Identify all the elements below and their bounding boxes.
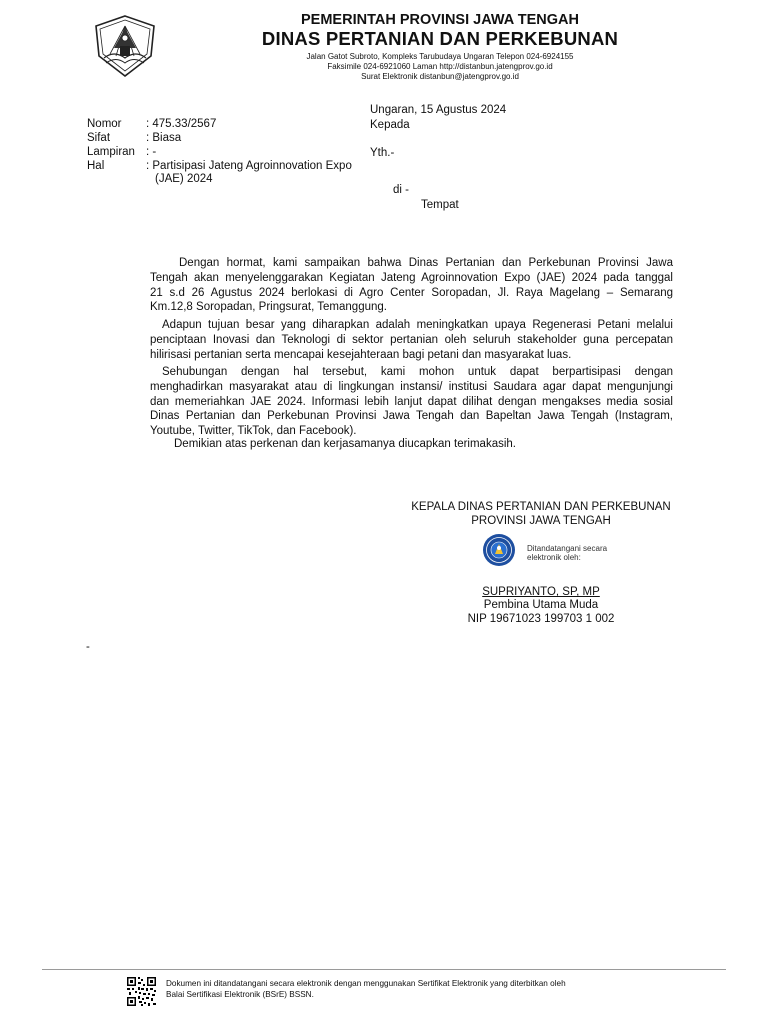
trailing-dash: - [86, 641, 90, 653]
paragraph-line: penciptaan Inovasi dan Teknologi di sektor pertanian oleh seluruh stakeholder guna percepatan [150, 333, 673, 346]
paragraph-line: Adapun tujuan besar yang diharapkan adalah meningkatkan upaya Regenerasi Petani melalui [162, 319, 673, 331]
hal-label: Hal [87, 160, 105, 172]
signatory-nip: NIP 19671023 199703 1 002 [467, 613, 615, 625]
paragraph-line: Youtube, Twitter, TikTok, dan Facebook). [150, 425, 357, 438]
paragraph-line: Tengah akan menyelenggarakan Kegiatan Jateng Agroinnovation Expo (JAE) 2024 pada tanggal [150, 271, 673, 284]
signatory-name: SUPRIYANTO, SP, MP [482, 586, 600, 598]
paragraph-line: Km.12,8 Soropadan, Pringsurat, Temanggung. [150, 301, 387, 314]
esign-text [527, 544, 622, 562]
paragraph-line: Dengan hormat, kami sampaikan bahwa Dinas Pertanian dan Perkebunan Provinsi Jawa [179, 257, 673, 269]
paragraph-line: Dinas Pertanian dan Perkebunan Provinsi Jawa Tengah dan Bapeltan Jawa Tengah (Instagram, [150, 410, 673, 423]
footer-text-line1: Dokumen ini ditandatangani secara elektronik dengan menggunakan Sertifikat Elektronik yang diterbitkan oleh [166, 979, 566, 988]
province-emblem-icon [92, 14, 158, 78]
esign-text-line2: elektronik oleh: [527, 553, 581, 562]
paragraph-line: dan memeriahkan JAE 2024. Informasi lebih lanjut dapat dilihat dengan mengakses media sosial [150, 395, 673, 408]
paragraph-line: hilirisasi pertanian serta mencapai kesejahteraan bagi petani dan masyarakat luas. [150, 348, 572, 361]
signatory-rank: Pembina Utama Muda [483, 599, 599, 611]
esign-text-line1: Ditandatangani secara [527, 544, 608, 553]
sifat-label: Sifat [87, 132, 111, 144]
org-line-2: DINAS PERTANIAN DAN PERKEBUNAN [261, 28, 619, 49]
paragraph-2 [150, 318, 673, 362]
hal-value-line1: : Partisipasi Jateng Agroinnovation Expo [146, 160, 352, 172]
recipient-di: di - [393, 184, 409, 196]
address-line-1: Jalan Gatot Subroto, Kompleks Tarubudaya Ungaran Telepon 024-6924155 [306, 52, 574, 61]
place-date: Ungaran, 15 Agustus 2024 [370, 104, 507, 116]
qr-code-icon [126, 976, 157, 1007]
nomor-label: Nomor [87, 118, 122, 130]
recipient-kepada: Kepada [370, 119, 410, 131]
org-line-1: PEMERINTAH PROVINSI JAWA TENGAH [301, 12, 579, 28]
esign-seal-icon [476, 533, 522, 567]
recipient-tempat: Tempat [421, 199, 459, 211]
footer-divider [42, 969, 726, 970]
address-line-3: Surat Elektronik distanbun@jatengprov.go.id [361, 72, 519, 81]
paragraph-line: Sehubungan dengan hal tersebut, kami mohon untuk dapat berpartisipasi dengan [162, 366, 673, 378]
paragraph-line: menghadirkan masyarakat atau di lingkungan instansi/ institusi Saudara agar dapat mengunjungi [150, 380, 673, 393]
closing-sentence: Demikian atas perkenan dan kerjasamanya diucapkan terimakasih. [174, 438, 516, 450]
paragraph-line: 21 s.d 26 Agustus 2024 berlokasi di Agro Center Soropadan, Jl. Raya Magelang – Semarang [150, 286, 673, 299]
sifat-value: : Biasa [146, 132, 182, 144]
footer-text-line2: Balai Sertifikasi Elektronik (BSrE) BSSN. [166, 990, 314, 999]
lampiran-value: : - [146, 146, 157, 158]
nomor-value: : 475.33/2567 [146, 118, 217, 130]
signatory-title-line2: PROVINSI JAWA TENGAH [471, 515, 611, 527]
paragraph-1 [150, 256, 673, 315]
address-line-2: Faksimile 024-6921060 Laman http://distanbun.jatengprov.go.id [327, 62, 553, 71]
paragraph-3 [150, 365, 673, 439]
recipient-yth: Yth.- [370, 147, 395, 159]
hal-value-line2: (JAE) 2024 [155, 173, 213, 185]
lampiran-label: Lampiran [87, 146, 135, 158]
signatory-title-line1: KEPALA DINAS PERTANIAN DAN PERKEBUNAN [411, 501, 671, 513]
